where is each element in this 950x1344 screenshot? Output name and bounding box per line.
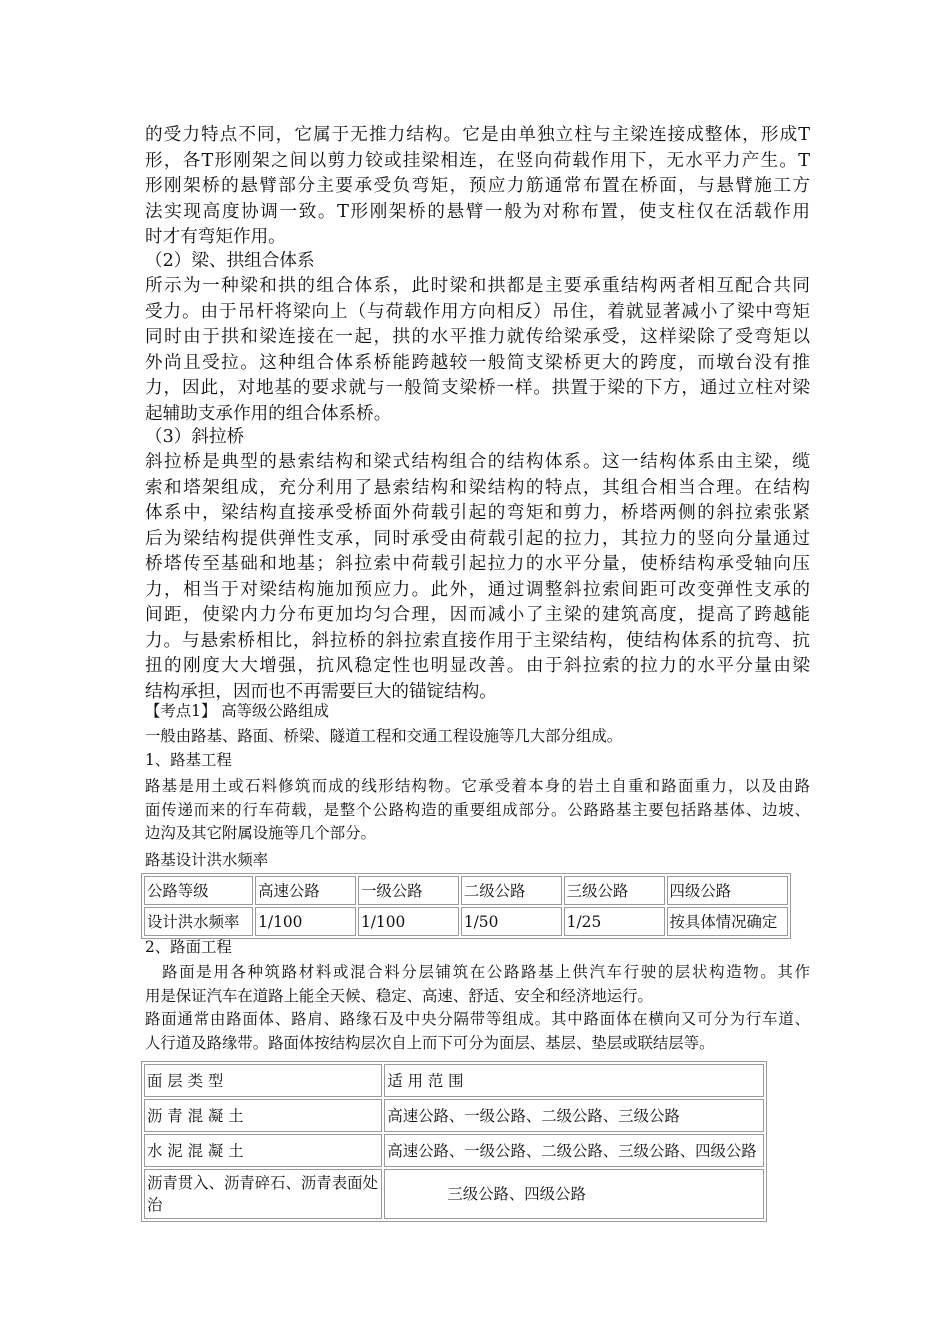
table-cell: 按具体情况确定: [667, 907, 788, 936]
text-line: 力，因此，对地基的要求就与一般简支梁桥一样。拱置于梁的下方，通过立柱对梁: [145, 378, 810, 398]
table-row: [144, 876, 788, 905]
table-cell: 公路等级: [144, 876, 253, 905]
text-line: 扭的刚度大大增强，抗风稳定性也明显改善。由于斜拉索的拉力的水平分量由梁: [145, 656, 810, 676]
table-cell: 1/25: [564, 907, 665, 936]
subgrade-heading: 1、路基工程: [145, 751, 232, 769]
table-cell: 高速公路: [255, 876, 356, 905]
text-line: 同时由于拱和梁连接在一起，拱的水平推力就传给梁承受，这样梁除了受弯矩以: [145, 327, 810, 347]
table-cell: 四级公路: [667, 876, 788, 905]
paragraph-cable-stayed: [145, 450, 810, 705]
text-line: 体系中，梁结构直接承受桥面外荷载引起的弯矩和剪力，桥塔两侧的斜拉索张紧: [145, 503, 810, 523]
text-line: 时才有弯矩作用。: [145, 227, 286, 247]
table-cell: 水 泥 混 凝 土: [144, 1134, 382, 1167]
paragraph-pavement: [145, 961, 810, 1055]
kaodian-heading: 【考点1】 高等级公路组成: [145, 702, 329, 720]
text-line: 形，各T形刚架之间以剪力铰或挂梁相连，在竖向荷载作用下，无水平力产生。T: [145, 150, 810, 171]
surface-type-table: [141, 1061, 767, 1222]
table-cell: 设计洪水频率: [144, 907, 253, 936]
text-line: 的受力特点不同，它属于无推力结构。它是由单独立柱与主梁连接成整体，形成T: [145, 125, 810, 145]
text-line: 外尚且受拉。这种组合体系桥能跨越较一般简支梁桥更大的跨度，而墩台没有推: [145, 352, 810, 373]
table-cell: 三级公路: [564, 876, 665, 905]
text-line: 面传递而来的行车荷载，是整个公路构造的重要组成部分。公路路基主要包括路基体、边坡、: [145, 800, 810, 819]
table-row: [144, 1064, 764, 1097]
text-line: 间距，使梁内力分布更加均匀合理，因而减小了主梁的建筑高度，提高了跨越能: [145, 605, 810, 625]
table-cell: 高速公路、一级公路、二级公路、三级公路: [384, 1099, 764, 1132]
table-cell: 1/50: [461, 907, 562, 936]
table-cell: 1/100: [255, 907, 356, 936]
text-line: 桥塔传至基础和地基；斜拉索中荷载引起拉力的水平分量，使桥结构承受轴向压: [145, 554, 810, 574]
text-line: 路基是用土或石料修筑而成的线形结构物。它承受着本身的岩土自重和路面重力，以及由路: [145, 777, 810, 795]
table-cell: 1/100: [358, 907, 459, 936]
text-line: 人行道及路缘带。路面体按结构层次自上而下可分为面层、基层、垫层或联结层等。: [145, 1033, 715, 1052]
text-line: 起辅助支承作用的组合体系桥。: [145, 403, 392, 424]
text-line: 力。与悬索桥相比，斜拉桥的斜拉索直接作用于主梁结构，使结构体系的抗弯、抗: [145, 630, 810, 651]
table-cell: 高速公路、一级公路、二级公路、三级公路、四级公路: [384, 1134, 764, 1167]
text-line: 路面是用各种筑路材料或混合料分层铺筑在公路路基上供汽车行驶的层状构造物。其作: [145, 963, 810, 981]
text-line: 索和塔架组成，充分利用了悬索结构和梁结构的特点，其组合相当合理。在结构: [145, 477, 810, 498]
text-line: 形刚架桥的悬臂部分主要承受负弯矩，预应力筋通常布置在桥面，与悬臂施工方: [145, 176, 810, 196]
text-line: 法实现高度协调一致。T形刚架桥的悬臂一般为对称布置，使支柱仅在活载作用: [145, 201, 810, 222]
paragraph-subgrade: [145, 775, 810, 846]
flood-table-title: 路基设计洪水频率: [145, 851, 269, 869]
table-row: [144, 1134, 764, 1167]
text-line: 所示为一种梁和拱的组合体系，此时梁和拱都是主要承重结构两者相互配合共同: [145, 276, 810, 296]
paragraph-t-frame-bridge: [145, 123, 810, 251]
text-line: 力，相当于对梁结构施加预应力。此外，通过调整斜拉索间距可改变弹性支承的: [145, 579, 810, 600]
text-line: 边沟及其它附属设施等几个部分。: [145, 824, 376, 842]
table-row: [144, 1099, 764, 1132]
heading-beam-arch: （2）梁、拱组合体系: [145, 251, 315, 271]
text-line: 受力。由于吊杆将梁向上（与荷载作用方向相反）吊住，着就显著减小了梁中弯矩: [145, 301, 810, 322]
table-row: [144, 1169, 764, 1219]
flood-frequency-table: [141, 873, 791, 939]
table-cell: 沥青贯入、沥青碎石、沥青表面处治: [144, 1169, 382, 1219]
text-line: 后为梁结构提供弹性支承，同时承受由荷载引起的拉力，其拉力的竖向分量通过: [145, 528, 810, 549]
heading-cable-stayed: （3）斜拉桥: [145, 427, 245, 447]
text-line: 斜拉桥是典型的悬索结构和梁式结构组合的结构体系。这一结构体系由主梁，缆: [145, 452, 810, 472]
text-line: 用是保证汽车在道路上能全天候、稳定、高速、舒适、安全和经济地运行。: [145, 986, 653, 1005]
paragraph-beam-arch: [145, 274, 810, 427]
table-cell: 二级公路: [461, 876, 562, 905]
table-cell: 一级公路: [358, 876, 459, 905]
table-row: [144, 907, 788, 936]
pavement-heading: 2、路面工程: [145, 938, 232, 956]
highway-intro: 一般由路基、路面、桥梁、隧道工程和交通工程设施等几大部分组成。: [145, 727, 623, 745]
table-cell: 三级公路、四级公路: [384, 1169, 764, 1219]
table-cell: 适 用 范 围: [384, 1064, 764, 1097]
text-line: 结构承担，因而也不再需要巨大的锚锭结构。: [145, 681, 497, 702]
table-cell: 面 层 类 型: [144, 1064, 382, 1097]
text-line: 路面通常由路面体、路肩、路缘石及中央分隔带等组成。其中路面体在横向又可分为行车道、: [145, 1010, 810, 1028]
table-cell: 沥 青 混 凝 土: [144, 1099, 382, 1132]
